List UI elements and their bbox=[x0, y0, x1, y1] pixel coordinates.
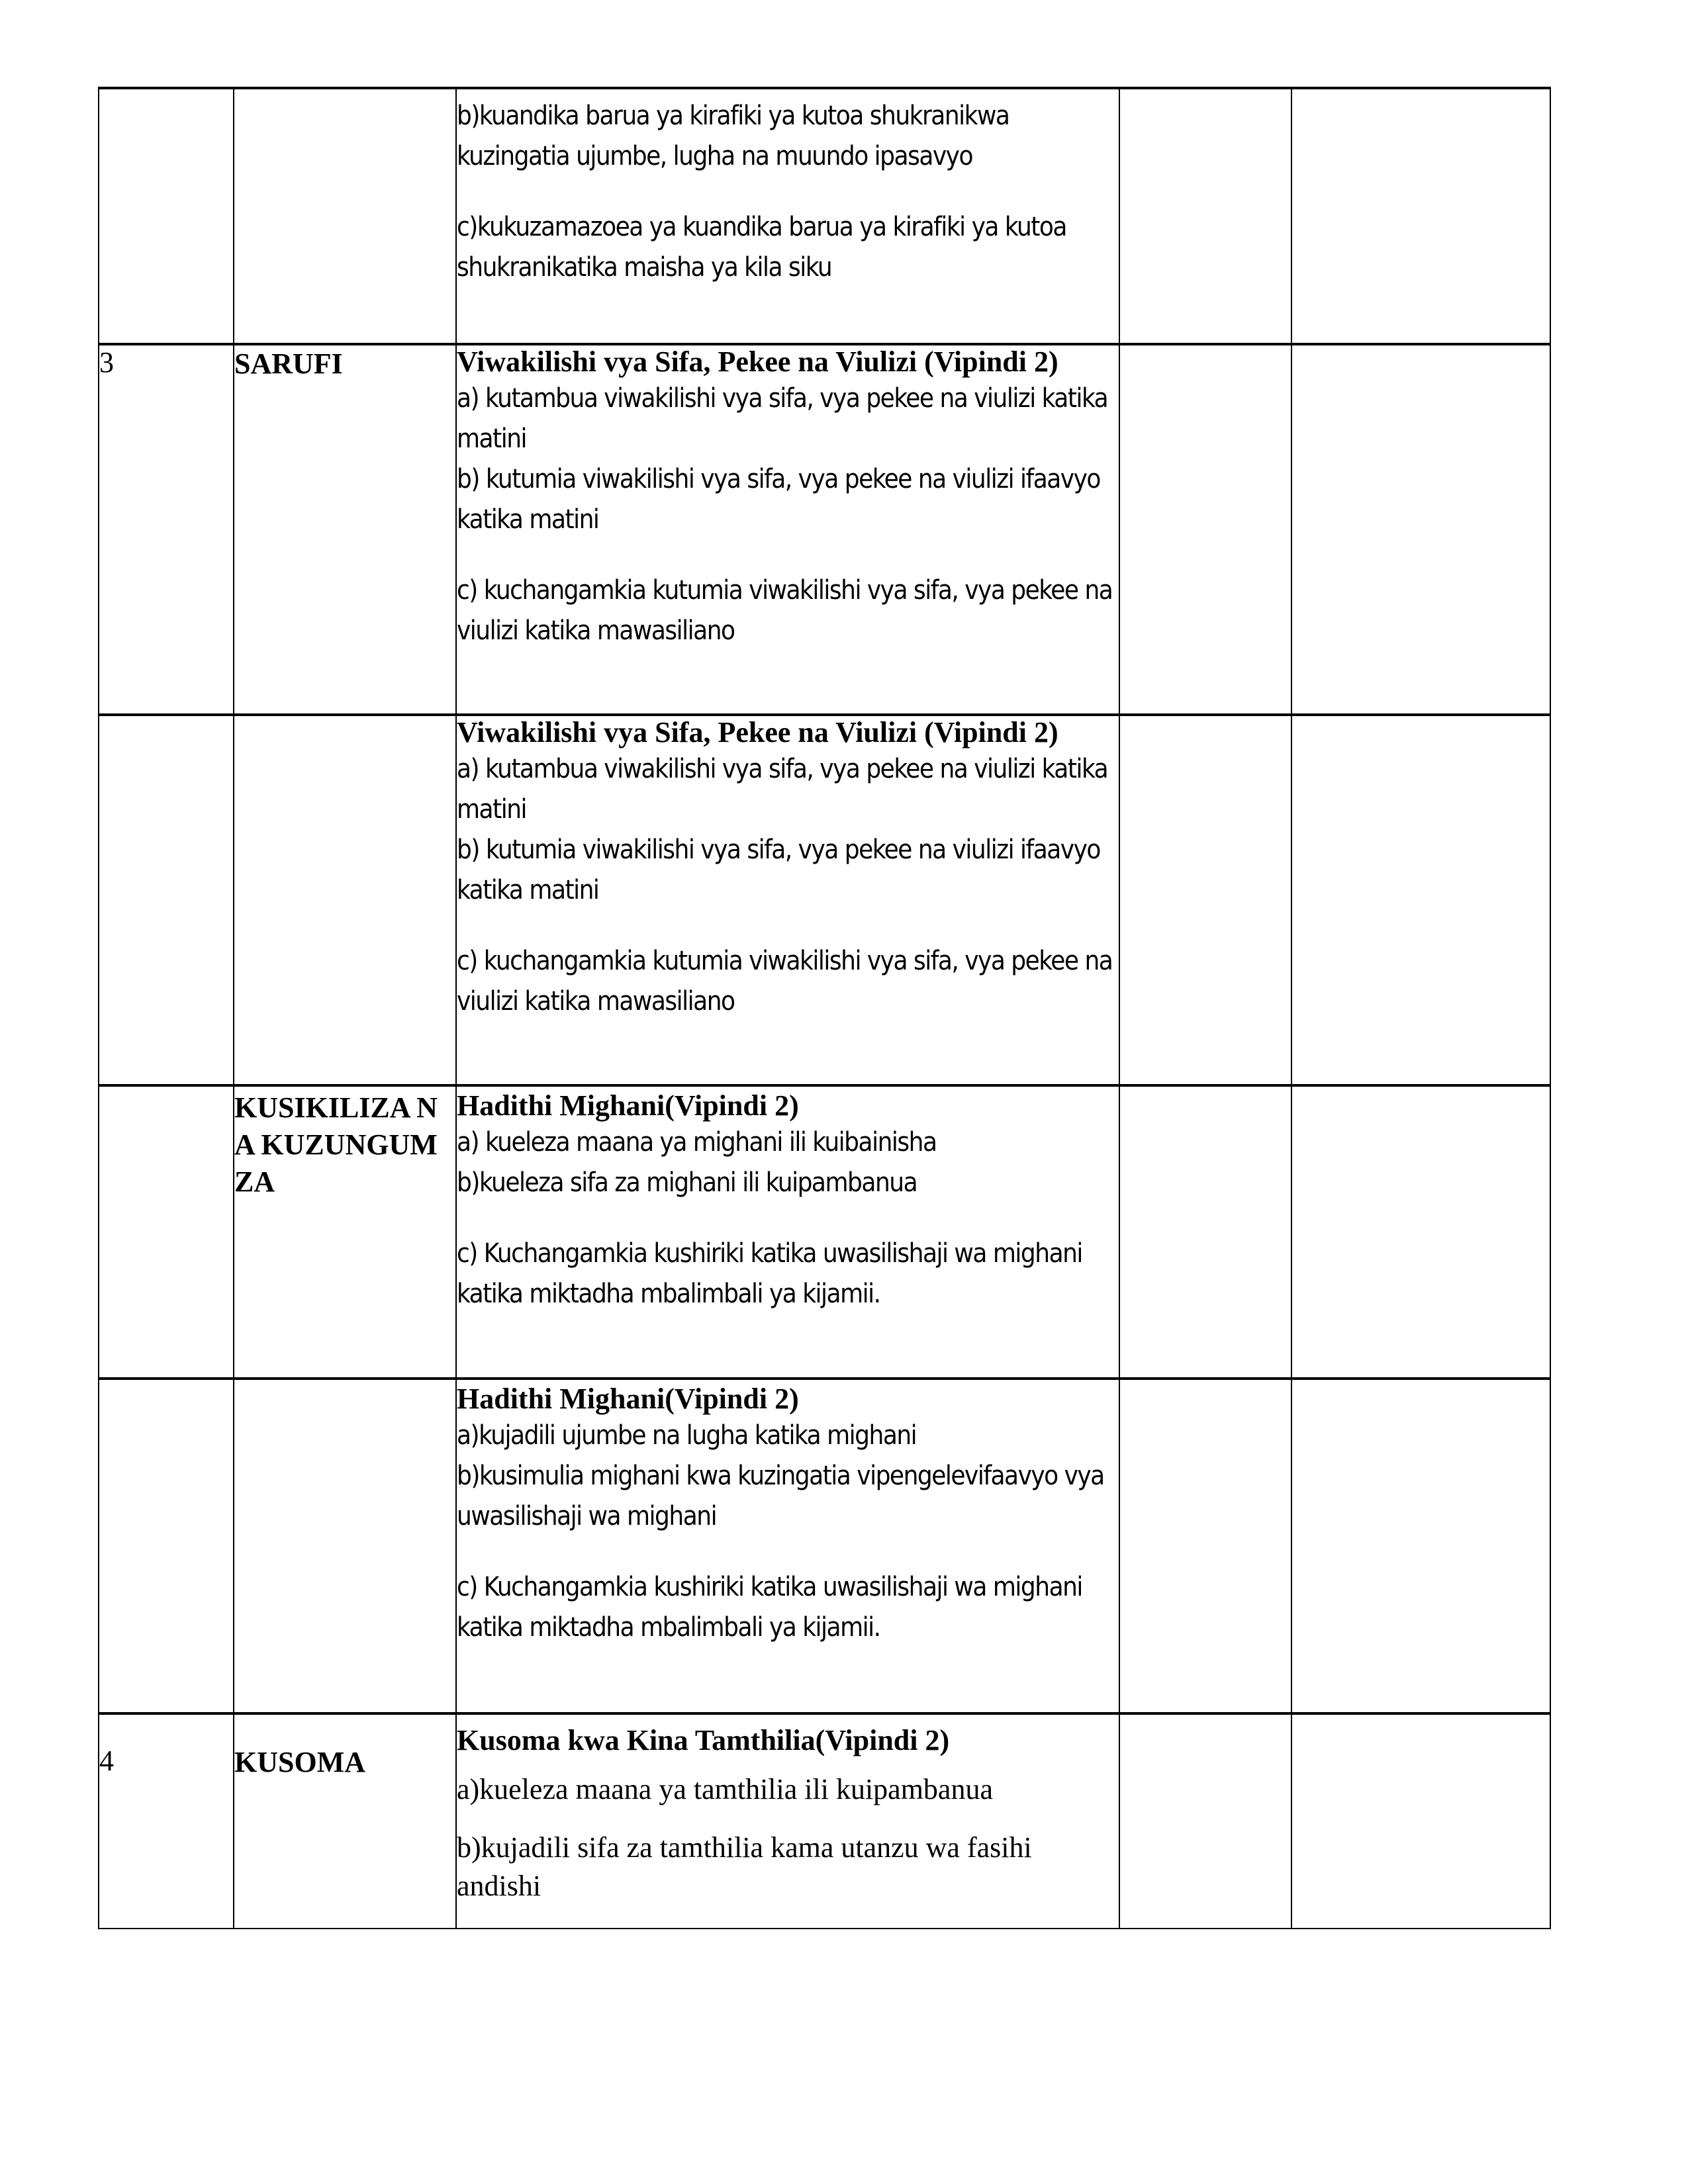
content-cell bbox=[456, 88, 1119, 344]
empty-cell-col5 bbox=[1291, 1713, 1550, 1929]
strand-cell: SARUFI bbox=[234, 344, 456, 715]
strand-cell: KUSIKILIZA NA KUZUNGUMZA bbox=[234, 1085, 456, 1379]
week-number-cell: 3 bbox=[99, 344, 234, 715]
content-cell bbox=[456, 1379, 1119, 1713]
week-number-cell: 4 bbox=[99, 1713, 234, 1929]
empty-cell-col4 bbox=[1119, 1713, 1291, 1929]
table-row bbox=[99, 1085, 1550, 1379]
table-row bbox=[99, 1379, 1550, 1713]
empty-cell-col4 bbox=[1119, 344, 1291, 715]
empty-cell-col4 bbox=[1119, 715, 1291, 1085]
week-number-cell bbox=[99, 715, 234, 1085]
objective-a: a)kujadili ujumbe na lugha katika mighani bbox=[457, 1420, 917, 1451]
empty-cell-col4 bbox=[1119, 1379, 1291, 1713]
objective-b: b) kutumia viwakilishi vya sifa, vya pekee na viulizi ifaavyo katika matini bbox=[457, 835, 1100, 905]
objective-c: c) Kuchangamkia kushiriki katika uwasilishaji wa mighani katika miktadha mbalimbali ya kijamii. bbox=[457, 1238, 1082, 1309]
scheme-of-work-table bbox=[98, 87, 1551, 1929]
topic-title: Hadithi Mighani(Vipindi 2) bbox=[457, 1089, 799, 1122]
week-number-cell bbox=[99, 1085, 234, 1379]
objective-c: c)kukuzamazoea ya kuandika barua ya kirafiki ya kutoa shukranikatika maisha ya kila siku bbox=[457, 212, 1066, 283]
empty-cell-col5 bbox=[1291, 1379, 1550, 1713]
week-number-cell bbox=[99, 1379, 234, 1713]
objective-b: b)kuandika barua ya kirafiki ya kutoa shukranikwa kuzingatia ujumbe, lugha na muundo ipasavyo bbox=[457, 101, 1009, 171]
topic-title: Hadithi Mighani(Vipindi 2) bbox=[457, 1383, 799, 1415]
content-cell bbox=[456, 1713, 1119, 1929]
objective-b: b) kutumia viwakilishi vya sifa, vya pekee na viulizi ifaavyo katika matini bbox=[457, 464, 1100, 535]
week-number-cell bbox=[99, 88, 234, 344]
topic-title: Viwakilishi vya Sifa, Pekee na Viulizi (Vipindi 2) bbox=[457, 716, 1058, 749]
objective-c: c) Kuchangamkia kushiriki katika uwasilishaji wa mighani katika miktadha mbalimbali ya kijamii. bbox=[457, 1572, 1082, 1643]
strand-cell bbox=[234, 88, 456, 344]
strand-cell bbox=[234, 715, 456, 1085]
empty-cell-col4 bbox=[1119, 88, 1291, 344]
strand-cell bbox=[234, 1379, 456, 1713]
topic-title: Viwakilishi vya Sifa, Pekee na Viulizi (Vipindi 2) bbox=[457, 345, 1058, 378]
objective-b: b)kueleza sifa za mighani ili kuipambanua bbox=[457, 1167, 917, 1198]
objective-b: b)kujadili sifa za tamthilia kama utanzu wa fasihi andishi bbox=[457, 1831, 1032, 1902]
content-cell bbox=[456, 344, 1119, 715]
topic-title: Kusoma kwa Kina Tamthilia(Vipindi 2) bbox=[457, 1724, 950, 1756]
objective-c: c) kuchangamkia kutumia viwakilishi vya sifa, vya pekee na viulizi katika mawasiliano bbox=[457, 946, 1113, 1017]
empty-cell-col5 bbox=[1291, 715, 1550, 1085]
content-cell bbox=[456, 1085, 1119, 1379]
empty-cell-col5 bbox=[1291, 344, 1550, 715]
objective-a: a) kutambua viwakilishi vya sifa, vya pekee na viulizi katika matini bbox=[457, 754, 1108, 825]
empty-cell-col4 bbox=[1119, 1085, 1291, 1379]
content-cell bbox=[456, 715, 1119, 1085]
table-row bbox=[99, 344, 1550, 715]
objective-c: c) kuchangamkia kutumia viwakilishi vya sifa, vya pekee na viulizi katika mawasiliano bbox=[457, 575, 1113, 646]
table-row bbox=[99, 715, 1550, 1085]
empty-cell-col5 bbox=[1291, 1085, 1550, 1379]
table-row bbox=[99, 1713, 1550, 1929]
objective-a: a) kueleza maana ya mighani ili kuibainisha bbox=[457, 1127, 937, 1158]
table-row bbox=[99, 88, 1550, 344]
objective-b: b)kusimulia mighani kwa kuzingatia vipengelevifaavyo vya uwasilishaji wa mighani bbox=[457, 1461, 1104, 1531]
objective-a: a)kueleza maana ya tamthilia ili kuipambanua bbox=[457, 1773, 993, 1805]
empty-cell-col5 bbox=[1291, 88, 1550, 344]
strand-cell: KUSOMA bbox=[234, 1713, 456, 1929]
objective-a: a) kutambua viwakilishi vya sifa, vya pekee na viulizi katika matini bbox=[457, 383, 1108, 454]
